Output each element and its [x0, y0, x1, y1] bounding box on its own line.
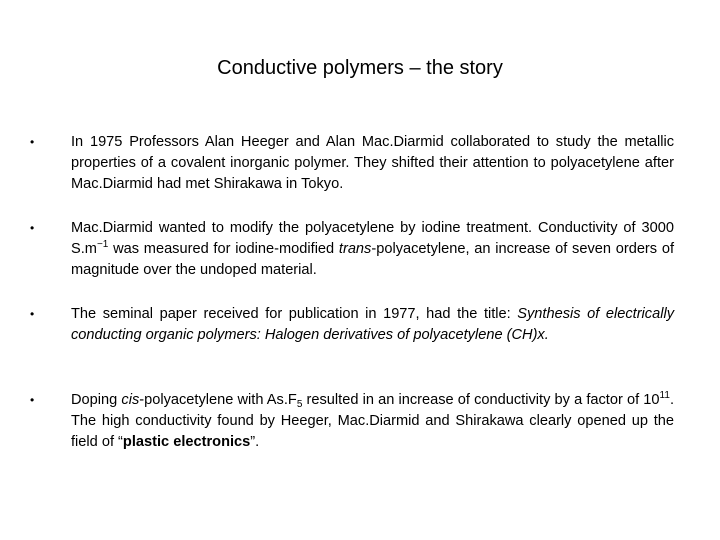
- paper-title: Synthesis of electrically conducting organic polymers: Halogen derivatives of polyacetylene (CH)x.: [71, 306, 674, 343]
- bullet-text-part: Doping: [71, 392, 122, 408]
- italic-text: cis: [121, 392, 140, 408]
- bullet-text: [71, 218, 674, 281]
- superscript: −1: [96, 239, 109, 250]
- bullet-text-part: The seminal paper received for publication in 1977, had the title:: [71, 306, 518, 322]
- bullet-dot: •: [30, 393, 35, 407]
- bullet-text-part: Mac.Diarmid wanted to modify the polyacetylene by iodine treatment. Conductivity of 3000 S.m: [71, 220, 674, 257]
- bullet-text-part: was measured for iodine-modified: [108, 241, 339, 257]
- bullet-text: [71, 390, 674, 453]
- bullet-dot: •: [30, 307, 35, 321]
- bullet-text-part: -polyacetylene with As.F: [139, 392, 297, 408]
- superscript: 11: [659, 390, 670, 401]
- bullet-text-part: ”.: [250, 434, 260, 450]
- bullet-text: [71, 304, 674, 346]
- bullet-text: [71, 132, 674, 195]
- subscript: 5: [296, 399, 303, 410]
- bullet-text-part: -polyacetylene, an increase of seven orders of magnitude over the undoped material.: [71, 241, 674, 278]
- bullet-text-part: In 1975 Professors Alan Heeger and Alan Mac.Diarmid collaborated to study the metallic properties of a covalent inorganic polymer. They shifted their attention to polyacetylene after Mac.Diarmid had met Shirakawa in Tokyo.: [71, 134, 674, 192]
- bullet-text-part: . The high conductivity found by Heeger, Mac.Diarmid and Shirakawa clearly opened up the field of “: [71, 392, 674, 450]
- bullet-dot: •: [30, 135, 35, 149]
- slide-title: Conductive polymers – the story: [217, 57, 503, 79]
- bold-text: plastic electronics: [122, 434, 251, 450]
- italic-text: trans: [338, 241, 372, 257]
- bullet-text-part: resulted in an increase of conductivity by a factor of 10: [302, 392, 660, 408]
- bullet-dot: •: [30, 221, 35, 235]
